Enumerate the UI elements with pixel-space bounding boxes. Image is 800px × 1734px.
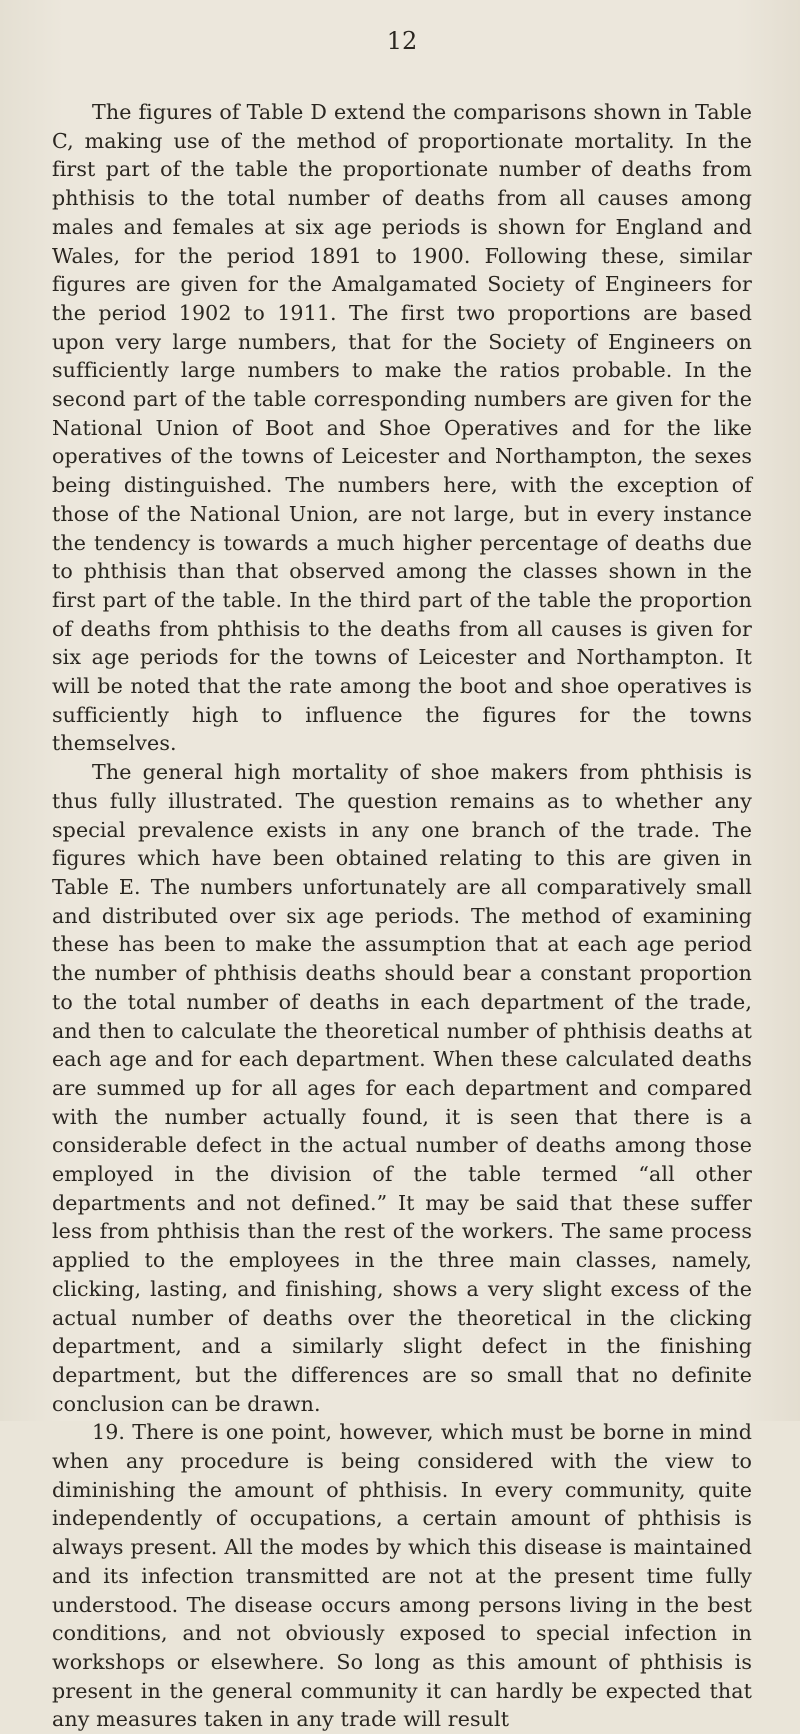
page-number: 12 — [386, 27, 418, 55]
body-text — [52, 98, 752, 1734]
paragraph-shoe-makers: The general high mortality of shoe makers from phthisis is thus fully illustrated. The question remains as to whether any special prevalence exists in any one branch of the trade. The figures which have been obtained relating to this are given in Table E. The numbers unfortunately are all comparatively small and distributed over six age periods. The method of examining these has been to make the assumption that at each age period the number of phthisis deaths should bear a constant proportion to the total number of deaths in each department of the trade, and then to calculate the theoretical number of phthisis deaths at each age and for each department. When these calculated deaths are summed up for all ages for each department and compared with the number actually found, it is seen that there is a considerable defect in the actual number of deaths among those employed in the division of the table termed “all other departments and not defined.” It may be said that these suffer less from phthisis than the rest of the workers. The same process applied to the employees in the three main classes, namely, clicking, lasting, and finishing, shows a very slight excess of the actual number of deaths over the theoretical in the clicking department, and a similarly slight defect in the finishing department, but the differences are so small that no definite conclusion can be drawn. — [52, 760, 752, 1416]
paragraph-table-d: The figures of Table D extend the comparisons shown in Table C, making use of the method of proportionate mortality. In the first part of the table the proportionate number of deaths from phthisis to the total number of deaths from all causes among males and females at six age periods is shown for England and Wales, for the period 1891 to 1900. Following these, similar figures are given for the Amalgamated Society of Engineers for the period 1902 to 1911. The first two proportions are based upon very large numbers, that for the Society of Engineers on sufficiently large numbers to make the ratios probable. In the second part of the table corresponding numbers are given for the National Union of Boot and Shoe Operatives and for the like operatives of the towns of Leicester and Northampton, the sexes being distinguished. The numbers here, with the exception of those of the National Union, are not large, but in every instance the tendency is towards a much higher percentage of deaths due to phthisis than that observed among the classes shown in the first part of the table. In the third part of the table the proportion of deaths from phthisis to the deaths from all causes is given for six age periods for the towns of Leicester and Northampton. It will be noted that the rate among the boot and shoe operatives is sufficiently high to influence the figures for the towns themselves. — [52, 100, 752, 756]
paragraph-19: 19. There is one point, however, which must be borne in mind when any procedure is being considered with the view to diminishing the amount of phthisis. In every community, quite independently of occupations, a certain amount of phthisis is always present. All the modes by which this disease is maintained and its infection transmitted are not at the present time fully understood. The disease occurs among persons living in the best conditions, and not obviously exposed to special infection in workshops or elsewhere. So long as this amount of phthisis is present in the general community it can hardly be expected that any measures taken in any trade will result — [52, 1420, 752, 1732]
